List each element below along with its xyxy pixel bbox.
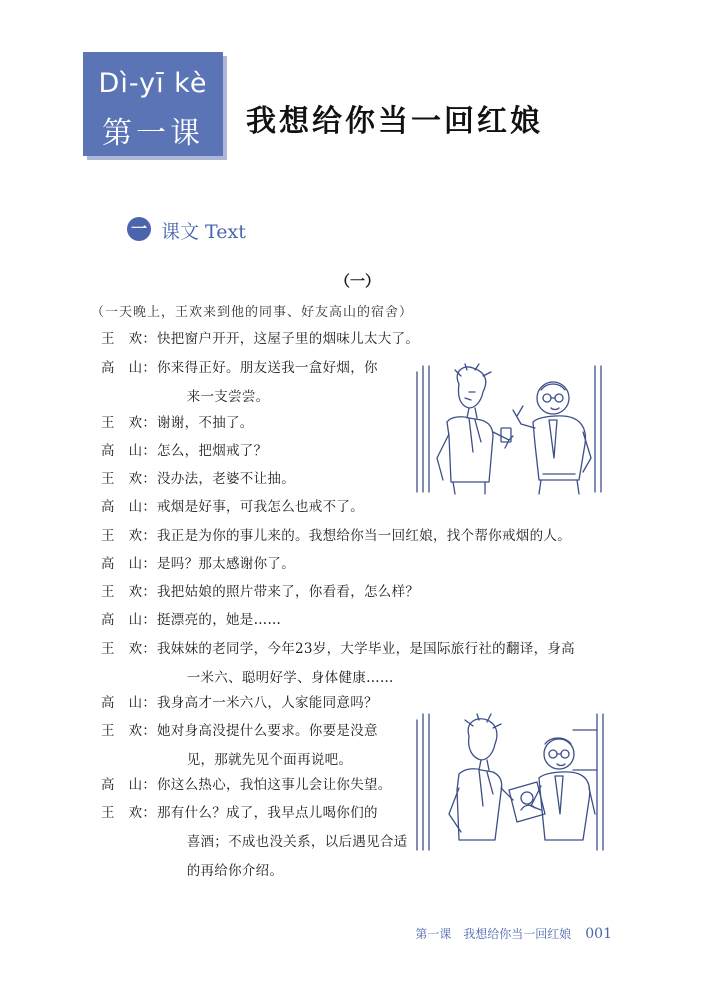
illustration-offering-cigarette bbox=[413, 362, 613, 497]
stage-direction: （一天晚上，王欢来到他的同事、好友高山的宿舍） bbox=[91, 305, 414, 320]
line-text: 快把窗户开开，这屋子里的烟味儿太大了。 bbox=[157, 331, 420, 347]
speaker: 王 欢： bbox=[101, 805, 157, 821]
speaker: 高 山： bbox=[101, 612, 157, 628]
running-title: 第一课 我想给你当一回红娘 bbox=[415, 927, 572, 941]
dialogue-line bbox=[101, 498, 364, 517]
section-label: 课文 Text bbox=[161, 221, 246, 243]
illustration-looking-at-photo bbox=[413, 710, 613, 855]
speaker: 高 山： bbox=[101, 443, 157, 459]
dialogue-line bbox=[101, 640, 575, 688]
line-text: 她对身高没提什么要求。你要是没意 bbox=[157, 723, 378, 739]
line-text: 的再给你介绍。 bbox=[186, 863, 284, 879]
speaker: 王 欢： bbox=[101, 641, 157, 657]
dialogue-line bbox=[101, 611, 281, 630]
line-text: 你这么热心，我怕这事儿会让你失望。 bbox=[157, 777, 392, 793]
dialogue-line bbox=[101, 414, 254, 433]
dialogue-line bbox=[101, 555, 295, 574]
speaker: 高 山： bbox=[101, 695, 157, 711]
section-bullet: 一 bbox=[127, 217, 151, 241]
line-text: 没办法，老婆不让抽。 bbox=[157, 471, 295, 487]
lesson-number: 第一课 bbox=[102, 116, 204, 151]
dialogue-line bbox=[101, 804, 408, 881]
lesson-title: 我想给你当一回红娘 bbox=[246, 104, 543, 139]
speaker: 王 欢： bbox=[101, 471, 157, 487]
dialogue-line bbox=[101, 527, 571, 546]
line-text: 怎么，把烟戒了？ bbox=[157, 443, 268, 459]
speaker: 高 山： bbox=[101, 499, 157, 515]
dialogue-line bbox=[101, 583, 419, 602]
page-number: 001 bbox=[585, 926, 612, 942]
lesson-pinyin: Dì-yī kè bbox=[98, 68, 208, 99]
line-text: 喜酒；不成也没关系，以后遇见合适 bbox=[186, 834, 408, 850]
line-text: 我妹妹的老同学，今年23岁，大学毕业，是国际旅行社的翻译，身高 bbox=[157, 641, 575, 657]
line-text: 我把姑娘的照片带来了，你看看，怎么样？ bbox=[157, 584, 420, 600]
line-text: 来一支尝尝。 bbox=[186, 389, 270, 405]
dialogue-line bbox=[101, 722, 378, 770]
line-text: 一米六、聪明好学、身体健康…… bbox=[186, 670, 394, 686]
line-text: 我正是为你的事儿来的。我想给你当一回红娘，找个帮你戒烟的人。 bbox=[157, 528, 571, 544]
part-number: （一） bbox=[334, 272, 380, 290]
line-text: 挺漂亮的，她是…… bbox=[157, 612, 282, 628]
line-text: 见，那就先见个面再说吧。 bbox=[186, 752, 353, 768]
dialogue-line bbox=[101, 442, 267, 461]
line-text: 谢谢，不抽了。 bbox=[157, 415, 254, 431]
line-text: 是吗？那太感谢你了。 bbox=[157, 556, 295, 572]
speaker: 王 欢： bbox=[101, 528, 157, 544]
line-text: 你来得正好。朋友送我一盒好烟，你 bbox=[157, 360, 378, 376]
speaker: 高 山： bbox=[101, 556, 157, 572]
dialogue-line bbox=[101, 470, 295, 489]
speaker: 王 欢： bbox=[101, 584, 157, 600]
speaker: 王 欢： bbox=[101, 331, 157, 347]
line-text: 我身高才一米六八，人家能同意吗？ bbox=[157, 695, 378, 711]
page-footer bbox=[415, 925, 612, 942]
speaker: 高 山： bbox=[101, 777, 157, 793]
line-text: 戒烟是好事，可我怎么也戒不了。 bbox=[157, 499, 364, 515]
dialogue-line bbox=[101, 694, 378, 713]
dialogue-line bbox=[101, 359, 378, 407]
speaker: 王 欢： bbox=[101, 723, 157, 739]
line-text: 那有什么？成了，我早点儿喝你们的 bbox=[157, 805, 378, 821]
speaker: 王 欢： bbox=[101, 415, 157, 431]
dialogue-line bbox=[101, 776, 392, 795]
dialogue-line bbox=[101, 330, 419, 349]
speaker: 高 山： bbox=[101, 360, 157, 376]
lesson-tab bbox=[83, 52, 223, 156]
